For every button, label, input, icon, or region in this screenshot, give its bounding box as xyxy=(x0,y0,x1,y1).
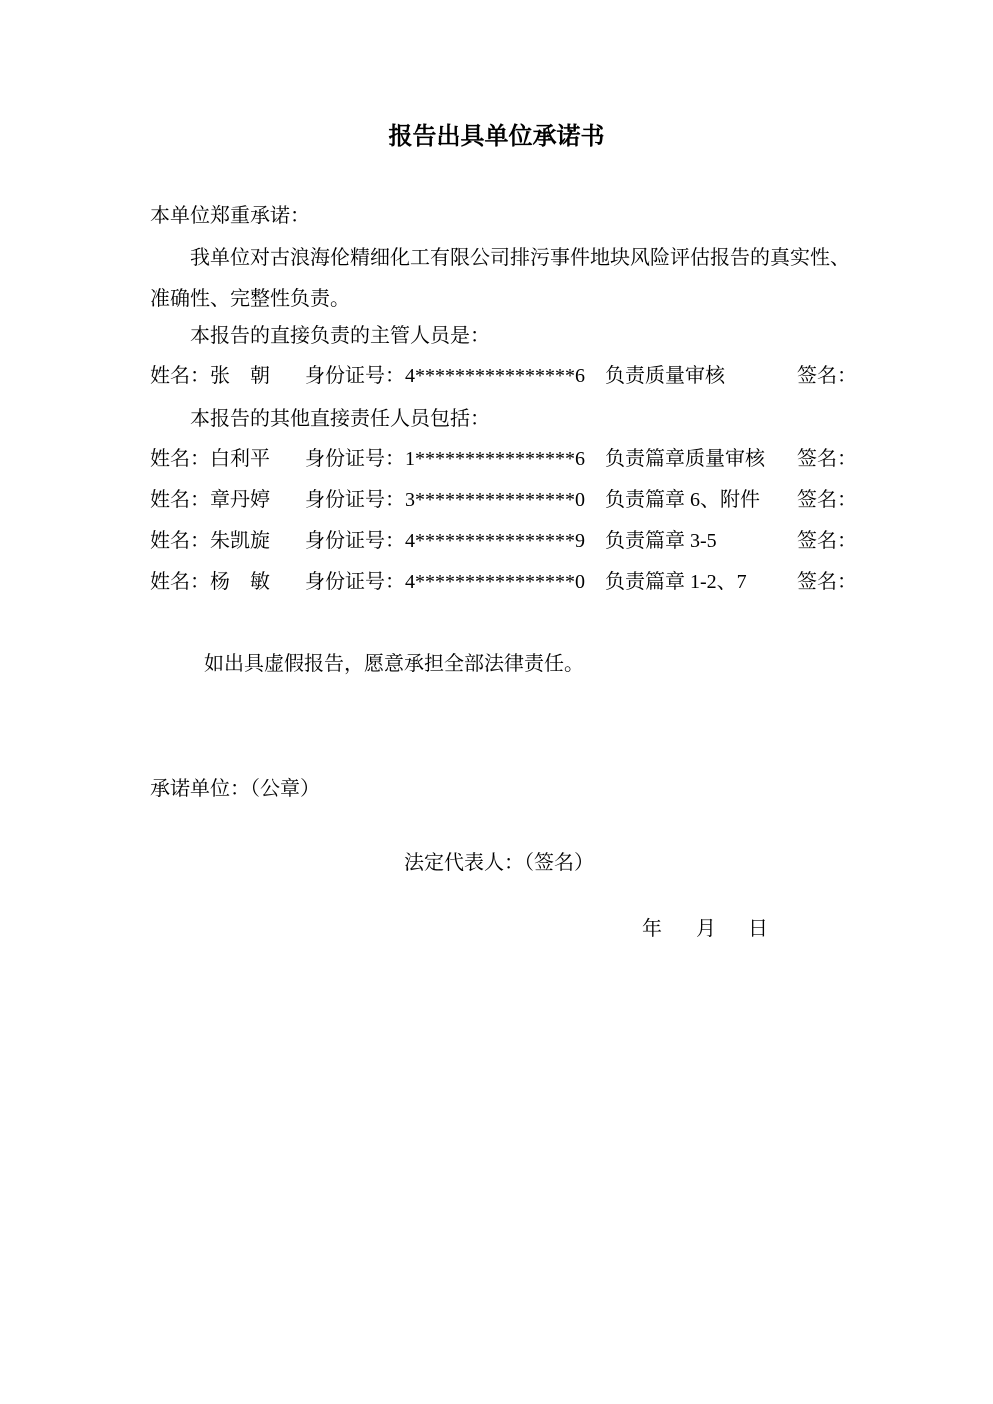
duty-text: 负责篇章质量审核 xyxy=(605,448,765,470)
unit-seal-line: 承诺单位：（公章） xyxy=(150,778,320,800)
id-number: 4****************0 xyxy=(405,571,585,593)
id-number: 1****************6 xyxy=(405,448,585,470)
liability-line: 如出具虚假报告，愿意承担全部法律责任。 xyxy=(204,653,584,675)
name-cell xyxy=(150,364,270,388)
legal-representative-line: 法定代表人：（签名） xyxy=(404,852,594,874)
date-day: 日 xyxy=(748,918,768,940)
person-name: 张 朝 xyxy=(210,365,270,387)
sign-label: 签名： xyxy=(797,571,857,593)
sign-label: 签名： xyxy=(797,530,857,552)
date-month: 月 xyxy=(696,918,716,940)
personnel-row xyxy=(150,570,950,594)
id-label: 身份证号： xyxy=(305,571,405,593)
id-label: 身份证号： xyxy=(305,365,405,387)
date-year: 年 xyxy=(642,918,662,940)
name-cell xyxy=(150,570,270,594)
id-cell xyxy=(305,488,585,512)
id-cell xyxy=(305,447,585,471)
name-label: 姓名： xyxy=(150,571,210,593)
supervisor-intro-line: 本报告的直接负责的主管人员是： xyxy=(190,325,490,347)
id-label: 身份证号： xyxy=(305,530,405,552)
id-number: 4****************6 xyxy=(405,365,585,387)
id-number: 4****************9 xyxy=(405,530,585,552)
sign-label: 签名： xyxy=(797,489,857,511)
person-name: 白利平 xyxy=(210,448,270,470)
name-label: 姓名： xyxy=(150,448,210,470)
id-label: 身份证号： xyxy=(305,448,405,470)
sign-label: 签名： xyxy=(797,448,857,470)
id-cell xyxy=(305,570,585,594)
name-cell xyxy=(150,447,270,471)
document-title: 报告出具单位承诺书 xyxy=(388,124,605,150)
id-number: 3****************0 xyxy=(405,489,585,511)
personnel-row-supervisor xyxy=(150,364,950,388)
name-label: 姓名： xyxy=(150,530,210,552)
duty-text: 负责篇章 3-5 xyxy=(605,530,717,552)
name-label: 姓名： xyxy=(150,365,210,387)
others-intro-line: 本报告的其他直接责任人员包括： xyxy=(190,408,490,430)
duty-text: 负责质量审核 xyxy=(605,365,725,387)
commitment-paragraph-line-1: 我单位对古浪海伦精细化工有限公司排污事件地块风险评估报告的真实性、 xyxy=(190,247,850,269)
person-name: 杨 敏 xyxy=(210,571,270,593)
commitment-paragraph-line-2: 准确性、完整性负责。 xyxy=(150,288,350,310)
id-label: 身份证号： xyxy=(305,489,405,511)
duty-text: 负责篇章 6、附件 xyxy=(605,489,760,511)
id-cell xyxy=(305,364,585,388)
id-cell xyxy=(305,529,585,553)
personnel-row xyxy=(150,488,950,512)
sign-label: 签名： xyxy=(797,365,857,387)
duty-text: 负责篇章 1-2、7 xyxy=(605,571,747,593)
name-cell xyxy=(150,488,270,512)
personnel-row xyxy=(150,529,950,553)
person-name: 章丹婷 xyxy=(210,489,270,511)
person-name: 朱凯旋 xyxy=(210,530,270,552)
name-cell xyxy=(150,529,270,553)
opening-line: 本单位郑重承诺： xyxy=(150,205,310,227)
name-label: 姓名： xyxy=(150,489,210,511)
personnel-row xyxy=(150,447,950,471)
